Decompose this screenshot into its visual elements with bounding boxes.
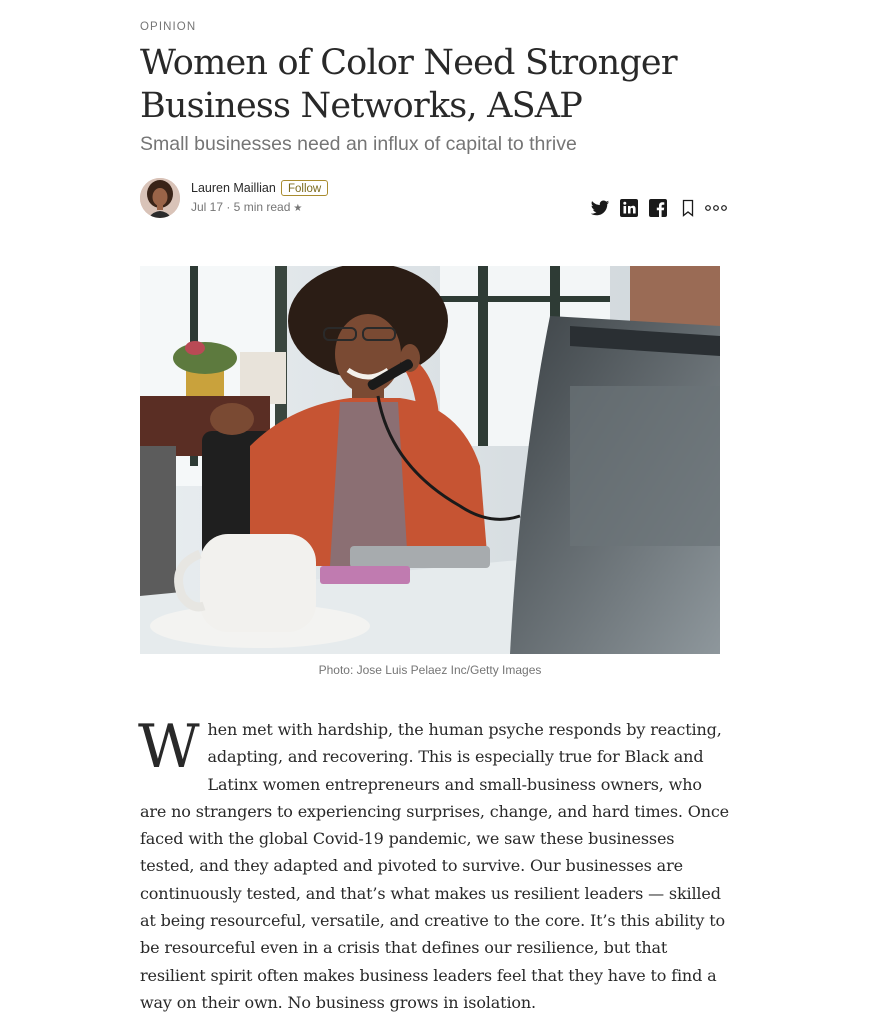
article-title: Women of Color Need Stronger Business Networks, ASAP bbox=[140, 43, 677, 126]
paragraph-text: hen met with hardship, the human psyche responds by reacting, adapting, and recovering. This is especially true for Black and Latinx women entrepreneurs and small-business owners, who are no strangers to experiencing surprises, change, and hard times. Once faced with the global Covid-19 pandemic, we saw these businesses tested, and they adapted and pivoted to survive. Our businesses are continuously tested, and that’s what makes us resilient leaders — skilled at being resourceful, versatile, and creative to the core. It’s this ability to be resourceful even in a crisis that defines our resilience, but that resilient spirit often makes business leaders feel that they have to find a way on their own. No business grows in isolation. bbox=[140, 720, 729, 1012]
linkedin-icon[interactable] bbox=[619, 198, 639, 218]
author-name[interactable]: Lauren Maillian bbox=[191, 181, 276, 195]
facebook-icon[interactable] bbox=[648, 198, 668, 218]
section-kicker[interactable]: OPINION bbox=[140, 21, 197, 33]
article-paragraph bbox=[138, 712, 730, 1016]
hero-image bbox=[140, 266, 720, 654]
more-icon[interactable] bbox=[704, 198, 728, 218]
dropcap: W bbox=[138, 712, 200, 782]
twitter-icon[interactable] bbox=[590, 198, 610, 218]
article-subtitle: Small businesses need an influx of capital to thrive bbox=[140, 133, 577, 155]
image-caption: Photo: Jose Luis Pelaez Inc/Getty Images bbox=[318, 663, 542, 677]
star-icon: ★ bbox=[293, 203, 303, 214]
avatar[interactable] bbox=[140, 178, 180, 218]
follow-button[interactable]: Follow bbox=[281, 180, 328, 196]
byline bbox=[140, 178, 730, 222]
date-read-time: Jul 17 · 5 min read bbox=[191, 200, 291, 214]
post-meta bbox=[191, 200, 302, 214]
bookmark-icon[interactable] bbox=[678, 198, 698, 218]
